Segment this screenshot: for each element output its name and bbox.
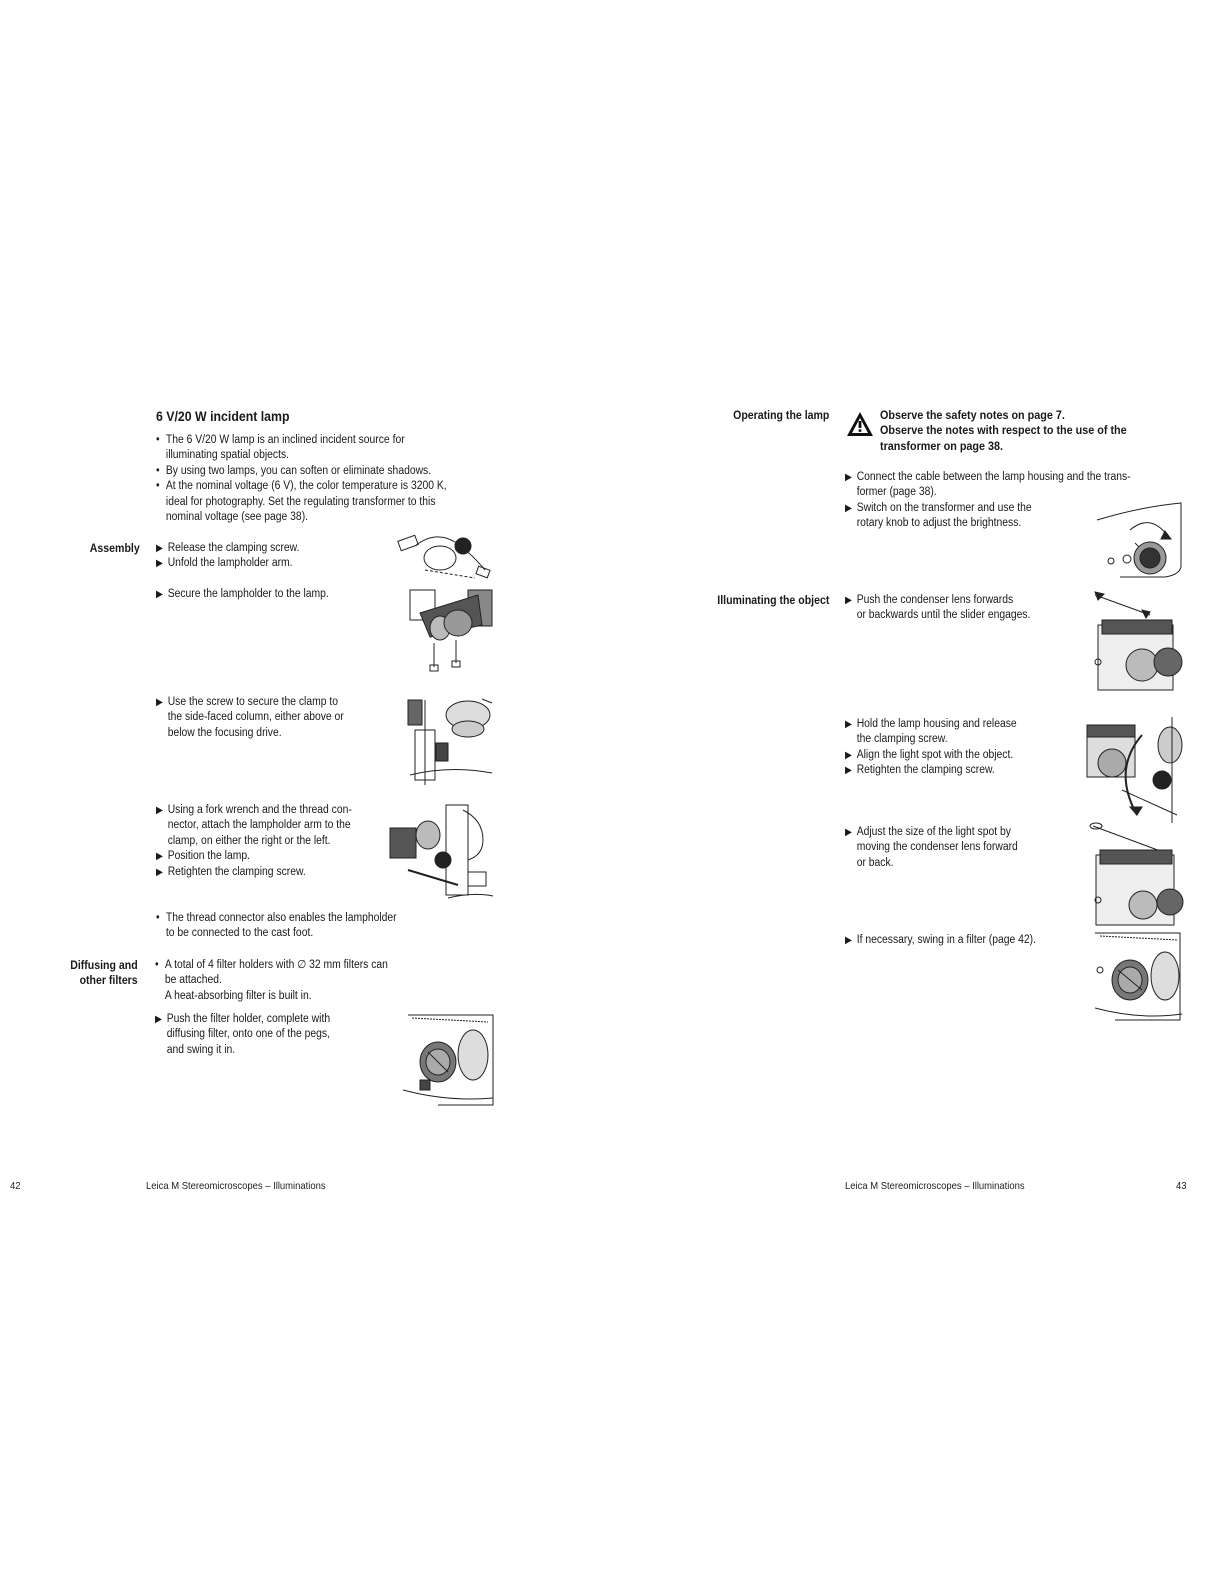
arrow-icon: ▶ <box>156 851 163 863</box>
bullet-icon: • <box>156 480 160 493</box>
arrow-icon: ▶ <box>845 595 852 606</box>
fork-wrench-illustration <box>388 800 495 900</box>
column-clamp-illustration <box>400 695 495 790</box>
light-spot-size-illustration <box>1088 820 1185 930</box>
step-item: ▶ Switch on the transformer and use the <box>845 501 1131 516</box>
side-label-operating: Operating the lamp <box>732 408 829 422</box>
step-continuation: the clamping screw. <box>856 733 948 746</box>
arrow-icon: ▶ <box>156 543 163 554</box>
assembly-steps-d <box>156 803 352 880</box>
step-continuation: the side-faced column, either above or <box>167 711 344 724</box>
assembly-steps-a <box>156 541 299 572</box>
arrow-icon: ▶ <box>156 589 163 600</box>
step-continuation: nector, attach the lampholder arm to the <box>167 819 351 832</box>
side-label-diffusing: Diffusing and other filters <box>70 958 138 988</box>
arrow-icon: ▶ <box>845 827 852 838</box>
arrow-icon: ▶ <box>845 502 852 514</box>
filter-holder-illustration <box>398 1010 495 1107</box>
step-item: ▶ Using a fork wrench and the thread con- <box>156 803 352 818</box>
illum-steps-c <box>845 825 1018 871</box>
transformer-knob-illustration <box>1095 495 1185 580</box>
step-item: ▶ Connect the cable between the lamp housing and the trans- <box>845 470 1131 485</box>
step-continuation: below the focusing drive. <box>167 726 282 739</box>
bullet-icon: • <box>156 912 160 924</box>
arrow-icon: ▶ <box>845 472 852 483</box>
list-item-continuation: to be connected to the cast foot. <box>165 927 314 940</box>
step-continuation: former (page 38). <box>856 486 937 499</box>
arrow-icon: ▶ <box>845 719 852 730</box>
arrow-icon: ▶ <box>155 1014 162 1025</box>
list-item: • At the nominal voltage (6 V), the color temperature is 3200 K, <box>156 479 447 494</box>
step-continuation: rotary knob to adjust the brightness. <box>856 517 1022 530</box>
page-number-left: 42 <box>10 1180 21 1192</box>
assembly-steps-c <box>156 695 344 741</box>
bullet-icon: • <box>156 464 160 477</box>
illum-steps-b <box>845 717 1017 779</box>
page-number-right: 43 <box>1176 1180 1187 1192</box>
step-item: ▶ Align the light spot with the object. <box>845 748 1017 763</box>
step-continuation: diffusing filter, onto one of the pegs, <box>166 1028 330 1041</box>
arrow-icon: ▶ <box>156 866 163 878</box>
arrow-icon: ▶ <box>845 749 852 761</box>
step-continuation: or backwards until the slider engages. <box>856 609 1031 622</box>
arrow-icon: ▶ <box>156 805 163 816</box>
bullet-icon: • <box>156 434 160 446</box>
step-item: ▶ Release the clamping screw. <box>156 541 299 556</box>
step-item: ▶ Use the screw to secure the clamp to <box>156 695 344 710</box>
step-item: ▶ Position the lamp. <box>156 849 352 864</box>
step-item: ▶ Secure the lampholder to the lamp. <box>156 587 329 602</box>
list-item-continuation: be attached. <box>164 974 222 987</box>
bullet-icon: • <box>155 959 159 971</box>
list-item-continuation: illuminating spatial objects. <box>165 449 290 462</box>
illum-steps-a <box>845 593 1030 624</box>
step-item: ▶ Adjust the size of the light spot by <box>845 825 1018 840</box>
list-item: • By using two lamps, you can soften or eliminate shadows. <box>156 464 447 479</box>
operating-steps <box>845 470 1131 532</box>
list-item: • A total of 4 filter holders with ∅ 32 mm filters can <box>155 958 388 973</box>
warning-triangle-icon <box>846 411 874 437</box>
step-continuation: or back. <box>856 856 894 869</box>
intro-bullets <box>156 433 447 525</box>
diffusing-bullet <box>155 958 388 1004</box>
assembly-steps-b <box>156 587 329 602</box>
lamp-housing-rotate-illustration <box>1082 715 1185 825</box>
step-item: ▶ Retighten the clamping screw. <box>156 865 352 880</box>
list-item-continuation: ideal for photography. Set the regulating transformer to this <box>165 495 436 508</box>
section-heading: 6 V/20 W incident lamp <box>156 408 290 424</box>
side-label-assembly: Assembly <box>90 541 140 555</box>
footer-left: Leica M Stereomicroscopes – Illuminations <box>146 1180 326 1192</box>
step-item: ▶ Push the condenser lens forwards <box>845 593 1030 608</box>
step-item: ▶ Push the filter holder, complete with <box>155 1012 330 1027</box>
safety-warning: Observe the safety notes on page 7. Observe the notes with respect to the use of the transformer on page 38. <box>880 408 1127 453</box>
side-label-illuminating: Illuminating the object <box>716 593 829 607</box>
thread-note <box>156 911 397 942</box>
arrow-icon: ▶ <box>156 558 163 570</box>
arrow-icon: ▶ <box>156 697 163 708</box>
list-item: • The thread connector also enables the lampholder <box>156 911 397 926</box>
diffusing-step <box>155 1012 330 1058</box>
swing-filter-illustration <box>1090 928 1185 1025</box>
step-continuation: and swing it in. <box>166 1043 236 1056</box>
step-continuation: clamp, on either the right or the left. <box>167 834 331 847</box>
list-item-continuation: nominal voltage (see page 38). <box>165 511 309 524</box>
condenser-slider-illustration <box>1090 590 1185 695</box>
step-item: ▶ Unfold the lampholder arm. <box>156 556 299 571</box>
arrow-icon: ▶ <box>845 935 852 946</box>
step-item: ▶ If necessary, swing in a filter (page 42). <box>845 933 1036 948</box>
illum-steps-d <box>845 933 1036 948</box>
footer-right: Leica M Stereomicroscopes – Illuminations <box>845 1180 1025 1192</box>
step-item: ▶ Hold the lamp housing and release <box>845 717 1017 732</box>
step-continuation: moving the condenser lens forward <box>856 841 1018 854</box>
list-item: • The 6 V/20 W lamp is an inclined incident source for <box>156 433 447 448</box>
step-item: ▶ Retighten the clamping screw. <box>845 763 1017 778</box>
list-item-continuation: A heat-absorbing filter is built in. <box>164 989 312 1002</box>
clamp-illustration <box>395 530 495 585</box>
arrow-icon: ▶ <box>845 765 852 777</box>
lampholder-illustration <box>400 585 495 675</box>
